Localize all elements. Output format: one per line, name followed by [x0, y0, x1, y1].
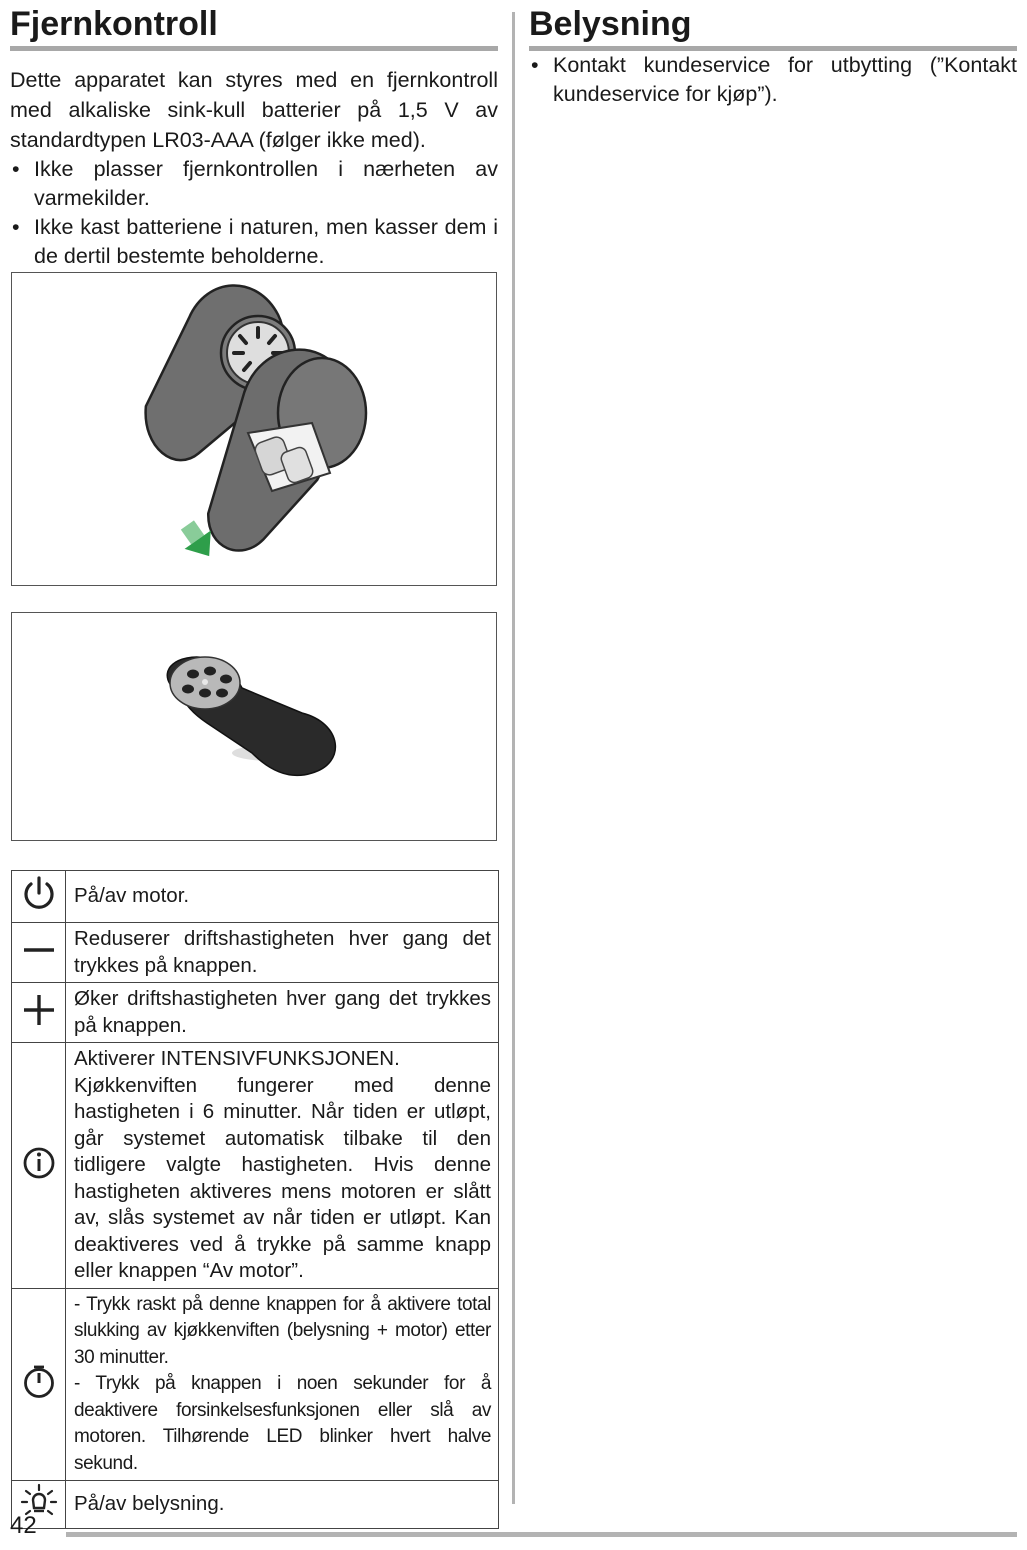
key-description: På/av motor.	[66, 871, 499, 923]
key-description: - Trykk på knappen i noen sekunder for å deaktivere forsinkelsesfunksjonen eller slå av motoren. Tilhørende LED blinker hvert halve sekund.	[74, 1373, 491, 1474]
plus-icon	[19, 990, 59, 1030]
key-description: Aktiverer INTENSIVFUNKSJONEN.	[74, 1047, 400, 1070]
intensive-icon	[19, 1143, 59, 1183]
remote-battery-compartment-illustration	[12, 273, 495, 584]
table-row	[12, 983, 499, 1043]
column-divider	[512, 12, 515, 1504]
page-number: 42	[10, 1512, 37, 1539]
key-description: Kjøkkenviften fungerer med denne hastigheten i 6 minutter. Når tiden er utløpt, går systemet automatisk tilbake til den tidligere valgte hastigheten. Hvis denne hastigheten aktiveres mens motoren er slått av, slås systemet av når tiden er utløpt. Kan deaktiveres ved å trykke på samme knapp eller knappen “Av motor”.	[74, 1073, 491, 1282]
right-column	[529, 0, 1017, 109]
table-row	[12, 1481, 499, 1529]
left-column	[10, 0, 498, 271]
remote-figure	[11, 612, 497, 841]
bullet-item: • Ikke kast batteriene i naturen, men kasser dem i de dertil bestemte beholderne.	[10, 213, 498, 271]
section-title-remote: Fjernkontroll	[10, 0, 498, 51]
table-row	[12, 923, 499, 983]
remote-control-photo-illustration	[12, 613, 495, 839]
section-title-lighting: Belysning	[529, 0, 1017, 51]
bullet-item: • Ikke plasser fjernkontrollen i nærheten av varmekilder.	[10, 155, 498, 213]
lighting-bullet-list	[529, 51, 1017, 109]
key-description: - Trykk raskt på denne knappen for å aktivere total slukking av kjøkkenviften (belysning + motor) etter 30 minutter.	[74, 1293, 491, 1368]
footer-rule	[66, 1532, 1017, 1537]
key-description: Reduserer driftshastigheten hver gang det trykkes på knappen.	[66, 923, 499, 983]
bullet-item: • Kontakt kundeservice for utbytting (”Kontakt kundeservice for kjøp”).	[529, 51, 1017, 109]
key-description: Øker driftshastigheten hver gang det trykkes på knappen.	[66, 983, 499, 1043]
remote-key-table	[11, 870, 499, 1529]
remote-bullet-list	[10, 155, 498, 271]
timer-icon	[19, 1362, 59, 1402]
intro-paragraph: Dette apparatet kan styres med en fjernkontroll med alkaliske sink-kull batterier på 1,5 V av standardtypen LR03-AAA (følger ikke med).	[10, 68, 498, 152]
table-row	[12, 1043, 499, 1289]
power-icon	[19, 874, 59, 914]
table-row	[12, 1288, 499, 1481]
table-row	[12, 871, 499, 923]
minus-icon	[19, 930, 59, 970]
battery-figure	[11, 272, 497, 586]
key-description: På/av belysning.	[66, 1481, 499, 1529]
